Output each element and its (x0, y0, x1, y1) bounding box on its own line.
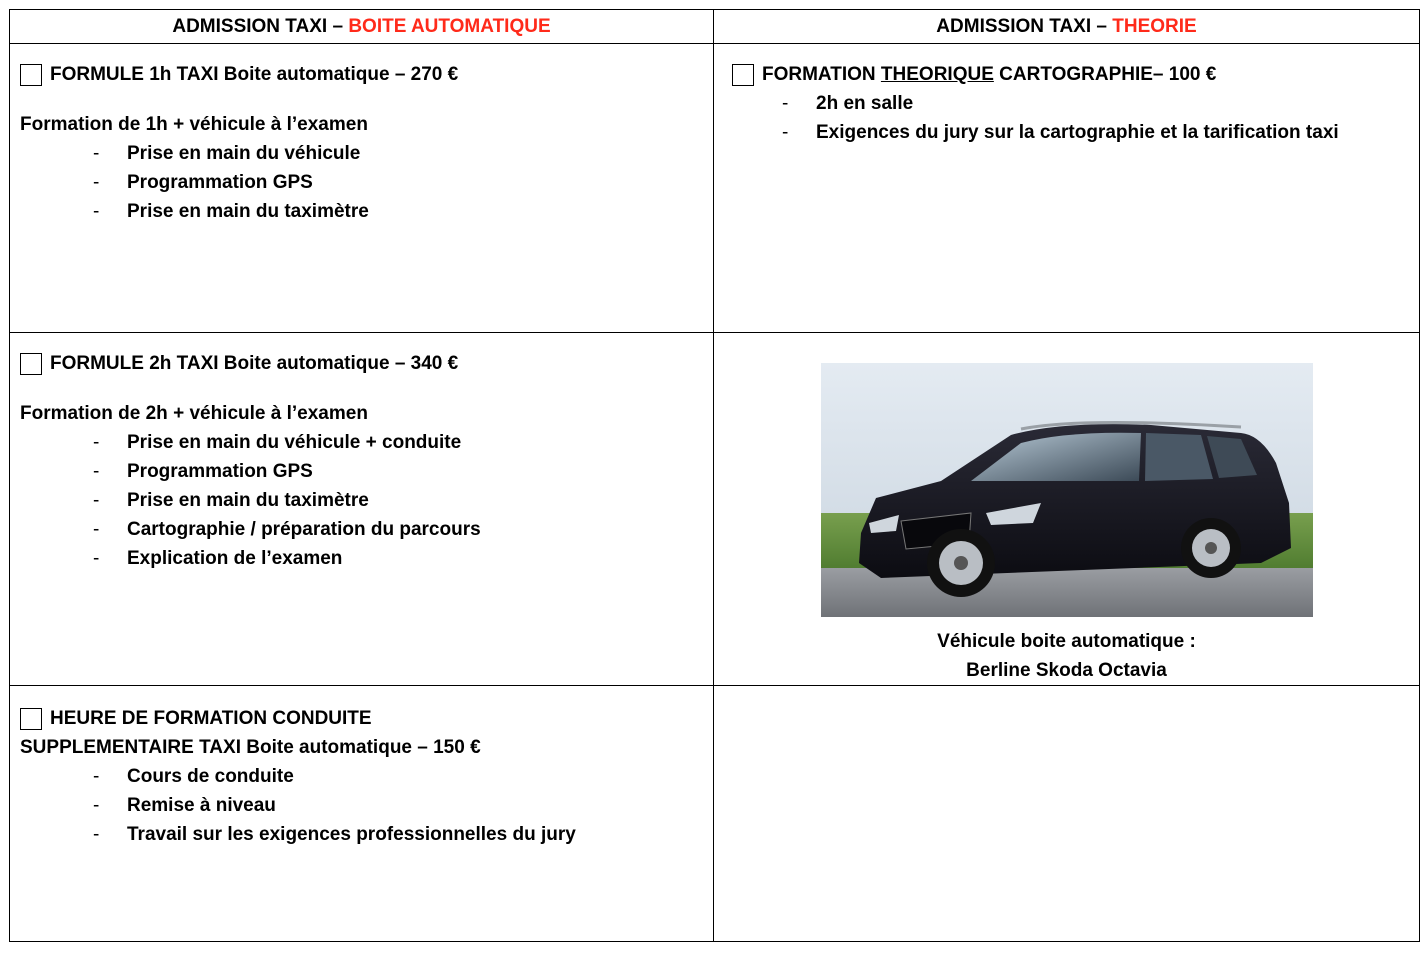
offer-theory-cell (714, 44, 1420, 333)
offer-theory-title-underlined: THEORIQUE (880, 64, 994, 85)
vehicle-caption-line2: Berline Skoda Octavia (966, 660, 1167, 681)
list-item: - Explication de l’examen (20, 544, 703, 573)
offer-theory-list (732, 89, 1339, 147)
offer-extra-title-line2: SUPPLEMENTAIRE TAXI Boite automatique – 150 € (20, 737, 481, 758)
offer-1h-title-line (20, 60, 703, 89)
list-item: - Programmation GPS (20, 457, 703, 486)
list-item: - Cartographie / préparation du parcours (20, 515, 703, 544)
header-left-accent: BOITE AUTOMATIQUE (348, 15, 551, 37)
list-item: - Remise à niveau (20, 791, 663, 820)
list-item: - Travail sur les exigences professionnelles du jury (20, 820, 663, 849)
vehicle-caption-line1: Véhicule boite automatique : (937, 631, 1196, 652)
empty-cell (714, 686, 1420, 942)
list-item: - Cours de conduite (20, 762, 663, 791)
list-item: - 2h en salle (732, 89, 1339, 118)
offer-2h-title-line (20, 349, 703, 378)
offer-2h-subtitle: Formation de 2h + véhicule à l’examen (20, 403, 368, 424)
offer-1h-title: FORMULE 1h TAXI Boite automatique – 270 € (50, 64, 459, 85)
offer-theory-title-line (732, 60, 1409, 89)
offer-extra-title-line (20, 704, 703, 733)
header-right-accent: THEORIE (1112, 15, 1197, 37)
offers-table (9, 9, 1420, 942)
row-1 (10, 44, 1420, 333)
header-left (10, 10, 714, 44)
offer-extra-list (20, 762, 663, 849)
offer-2h-cell (10, 333, 714, 686)
row-3 (10, 686, 1420, 942)
list-item: - Exigences du jury sur la cartographie et la tarification taxi (732, 118, 1339, 147)
offer-theory-checkbox[interactable] (732, 64, 754, 86)
list-item: - Prise en main du véhicule + conduite (20, 428, 703, 457)
row-2 (10, 333, 1420, 686)
offer-theory-title-before: FORMATION (762, 64, 881, 85)
offer-extra-title-line1: HEURE DE FORMATION CONDUITE (50, 708, 372, 729)
offer-2h-checkbox[interactable] (20, 353, 42, 375)
offer-2h-title: FORMULE 2h TAXI Boite automatique – 340 € (50, 353, 459, 374)
offer-theory-title-after: CARTOGRAPHIE– 100 € (993, 64, 1217, 85)
vehicle-cell (714, 333, 1420, 686)
car-photo (821, 363, 1313, 617)
list-item: - Prise en main du véhicule (20, 139, 703, 168)
vehicle-figure (714, 363, 1419, 685)
offer-extra-cell (10, 686, 714, 942)
header-row (10, 10, 1420, 44)
header-left-prefix: ADMISSION TAXI – (172, 15, 349, 37)
vehicle-caption (714, 627, 1419, 685)
list-item: - Prise en main du taximètre (20, 197, 703, 226)
offer-1h-subtitle: Formation de 1h + véhicule à l’examen (20, 114, 368, 135)
header-right-prefix: ADMISSION TAXI – (936, 15, 1113, 37)
offer-extra-checkbox[interactable] (20, 708, 42, 730)
offer-theory-title (762, 60, 1216, 89)
list-item: - Programmation GPS (20, 168, 703, 197)
header-right (714, 10, 1420, 44)
offer-1h-list (20, 139, 703, 226)
offer-1h-checkbox[interactable] (20, 64, 42, 86)
offer-1h-cell (10, 44, 714, 333)
list-item: - Prise en main du taximètre (20, 486, 703, 515)
offer-2h-list (20, 428, 703, 573)
